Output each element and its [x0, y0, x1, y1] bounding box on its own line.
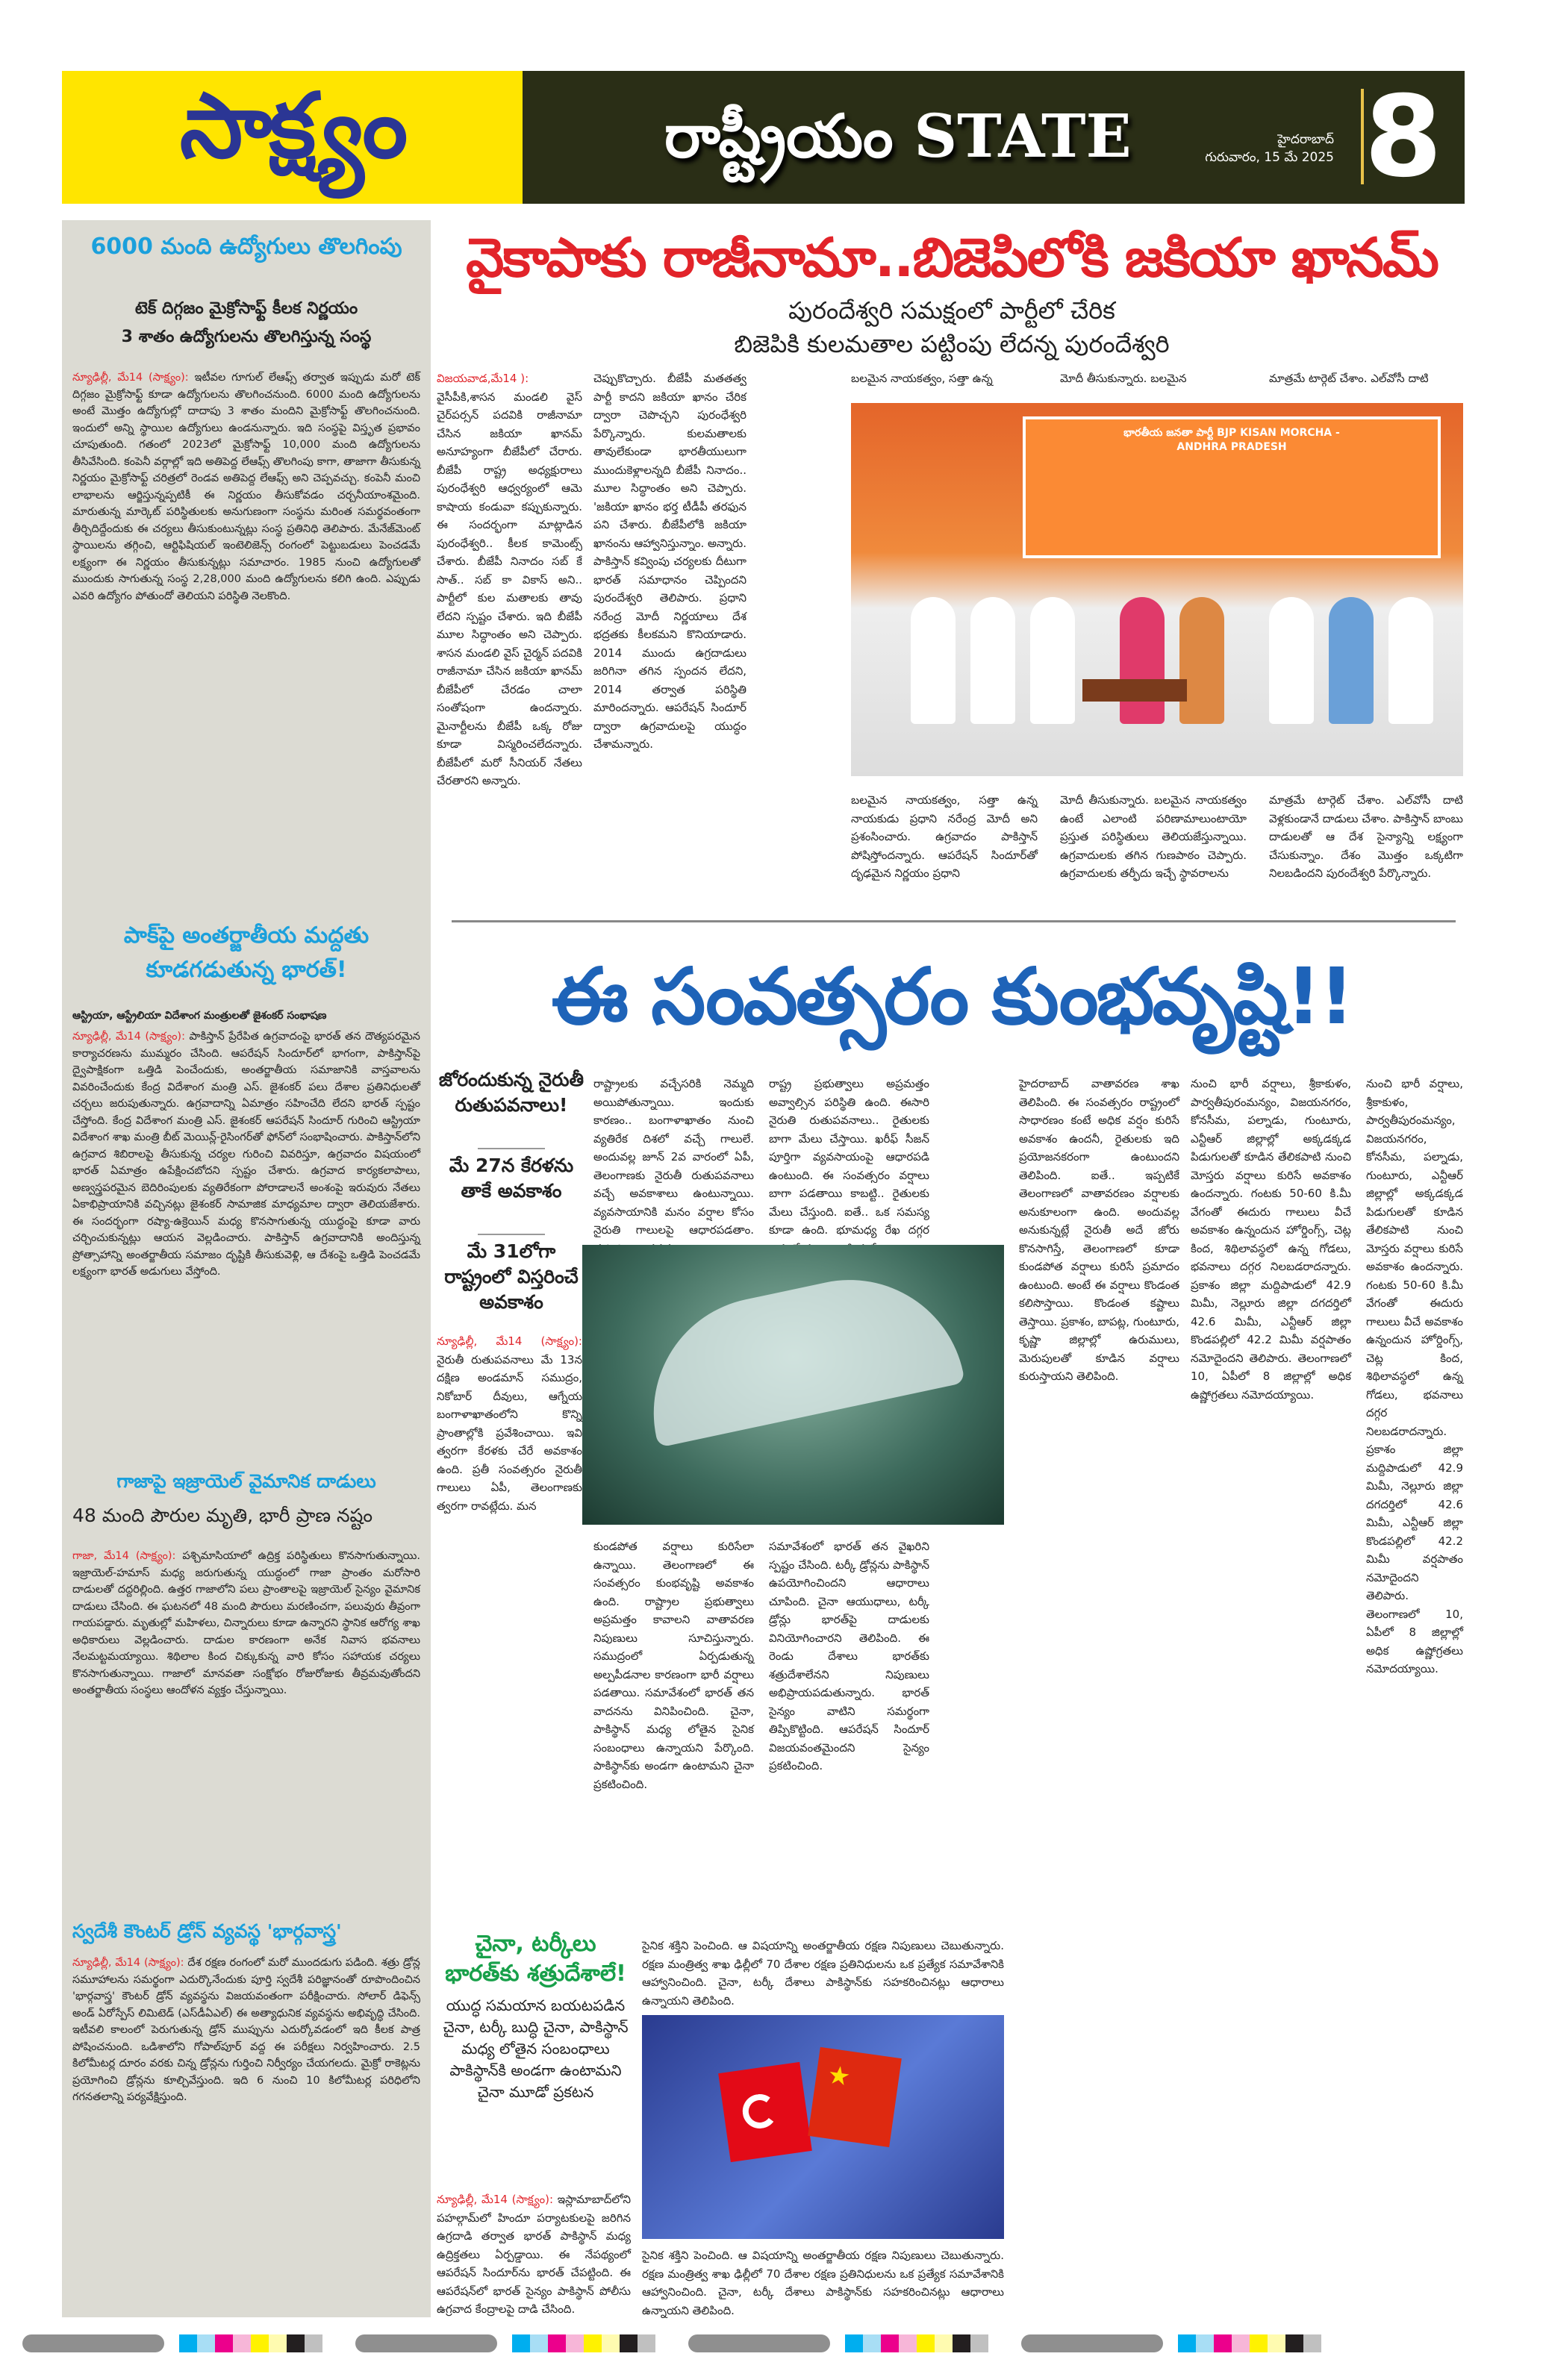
- table: [1082, 679, 1187, 702]
- strip-gap: [655, 2334, 688, 2352]
- person-figure: [1329, 597, 1374, 724]
- person-figure: [1388, 597, 1433, 724]
- body-text: దేశ రక్షణ రంగంలో మరో ముందడుగు పడింది. శత్రు డ్రోన్ల సమూహాలను సమర్థంగా ఎదుర్కొనేందుకు పూర్తి స్వదేశీ పరిజ్ఞానంతో రూపొందించిన 'భార్గవాస్త్ర' కౌంటర్ డ్రోన్ వ్యవస్థను విజయవంతంగా పరీక్షించారు. సోలార్ డిఫెన్స్ అండ్ ఏరోస్పేస్ లిమిటెడ్ (ఎస్‌డీఏఎల్) ఈ అత్యాధునిక వ్యవస్థను అభివృద్ధి చేసింది. ఇటీవలి కాలంలో పెరుగుతున్న డ్రోన్ ముప్పును ఎదుర్కోవడంలో ఇది కీలక పాత్ర పోషించనుంది. ఒడిశాలోని గోపాల్‌పూర్ వద్ద ఈ పరీక్షలు నిర్వహించారు. 2.5 కిలోమీటర్ల దూరం వరకు చిన్న డ్రోన్లను గుర్తించి నిర్వీర్యం చేయగలదు. మైక్రో రాకెట్లను ప్రయోగించి డ్రోన్లను కూల్చివేస్తుంది. ఇది 6 నుంచి 10 కిలోమీటర్ల పరిధిలోని గగనతలాన్ని పర్యవేక్షిస్తుంది.: [72, 1957, 420, 2103]
- strip-gap: [1321, 2334, 1354, 2352]
- story-heading: 6000 మంది ఉద్యోగులు తొలగింపు: [90, 234, 402, 260]
- story-subhead: ఆస్ట్రియా, ఆస్ట్రేలియా విదేశాంగ మంత్రులతో జైశంకర్ సంభాషణ: [72, 1010, 327, 1022]
- strip-color-patch: [863, 2334, 881, 2352]
- strip-color-patch: [1232, 2334, 1250, 2352]
- china-column: [437, 2190, 631, 2317]
- dateline: గాజా, మే14 (సాక్ష్యం):: [72, 1550, 176, 1562]
- body-text: పాకిస్తాన్ ప్రేరేపిత ఉగ్రవాదంపై భారత్ తన దౌత్యపరమైన కార్యాచరణను ముమ్మరం చేసింది. ఆపరేషన్ సిందూర్‌లో భాగంగా, పాకిస్తాన్‌పై ద్వైపాక్షికంగా ఒత్తిడి పెంచేందుకు, అంతర్జాతీయ సమాజానికి వాస్తవాలను వివరించేందుకు కేంద్ర విదేశాంగ మంత్రి ఎస్. జైశంకర్ పలు దేశాల ప్రతినిధులతో చర్చలు జరుపుతున్నారు. ఉగ్రవాదాన్ని ఏమాత్రం సహించేది లేదని భారత్ స్పష్టం చేస్తోంది. కేంద్ర విదేశాంగ మంత్రి ఎస్. జైశంకర్ ఆపరేషన్ సిందూర్ గురించి ఆస్ట్రియా విదేశాంగ శాఖ మంత్రి బీట్ మెయిన్ల్-రైసింగర్‌తో ఫోన్‌లో సంభాషించారు. పాకిస్తాన్‌లోని ఉగ్రవాద శిబిరాలపై తీసుకున్న చర్యల గురించి వివరిస్తూ, ఉగ్రవాదం విషయంలో భారత్ ఏమాత్రం ఉపేక్షించబోదని స్పష్టం చేశారు. ఉగ్రవాద కార్యకలాపాలు, అణ్వస్త్రపరమైన బెదిరింపులకు వ్యతిరేకంగా పోరాడాలనే అంశంపై ఇరువురు నేతలు ఏకాభిప్రాయానికి వచ్చినట్లు జైశంకర్ సామాజిక మాధ్యమాల ద్వారా తెలియజేశారు. ఈ సందర్భంగా రష్యా-ఉక్రెయిన్ మధ్య కొనసాగుతున్న యుద్ధంపై కూడా వారు చర్చించుకున్నట్లు ఆయన వెల్లడించారు. పాకిస్తాన్ ఉగ్రవాదానికి అందిస్తున్న ప్రోత్సాహాన్ని అంతర్జాతీయ సమాజం దృష్టికి తీసుకువెళ్లి, ఆ దేశంపై ఒత్తిడి పెంచడమే లక్ష్యంగా భారత్ అడుగులు వేస్తోంది.: [72, 1031, 420, 1278]
- strip-color-patch: [1268, 2334, 1285, 2352]
- dateline: న్యూఢిల్లీ, మే14 (సాక్ష్యం):: [72, 372, 189, 384]
- lead-column: మోదీ తీసుకున్నారు. బలమైన నాయకత్వం ఉంటే ఎలాంటి పరిణామాలుంటాయో ప్రస్తుత పరిస్థితులు తెలియజేస్తున్నాయి. ఉగ్రవాదులకు తగిన గుణపాఠం చెప్పారు. ఉగ్రవాదులకు తర్ఫీదు ఇచ్చే స్థావరాలను: [1060, 793, 1247, 880]
- monsoon-column: నుంచి భారీ వర్షాలు, శ్రీకాకుళం, పార్వతీపురంమన్యం, విజయనగరం, కోనసీమ, పల్నాడు, గుంటూరు, ఎన్టీఆర్ జిల్లాల్లో అక్కడక్కడ పిడుగులతో కూడిన తేలికపాటి నుంచి మోస్తరు వర్షాలు కురిసే అవకాశం ఉందన్నారు. గంటకు 50-60 కి.మీ వేగంతో ఈదురు గాలులు వీచే అవకాశం ఉన్నందున హోర్డింగ్స్, చెట్ల కింద, శిథిలావస్థలో ఉన్న గోడలు, భవనాలు దగ్గర నిలబడరాదన్నారు. ప్రకాశం జిల్లా మద్దిపాడులో 42.9 మిమీ, నెల్లూరు జిల్లా దగదర్తిలో 42.6 మిమీ, ఎన్టీఆర్ జిల్లా కొండపల్లిలో 42.2 మిమీ వర్షపాతం నమోదైందని తెలిపారు. తెలంగాణలో 10, ఏపీలో 8 జిల్లాల్లో అధిక ఉష్ణోగ్రతలు నమోదయ్యాయి.: [1191, 1077, 1351, 1402]
- strip-color-patch: [1178, 2334, 1196, 2352]
- umbrella-icon: [632, 1258, 965, 1448]
- bjp-joining-photo: [851, 403, 1463, 776]
- lead-subhead: బిజెపికి కులమతాల పట్టింపు లేదన్న పురందేశ్వరి: [734, 330, 1170, 358]
- dateline: న్యూఢిల్లీ, మే14 (సాక్ష్యం):: [72, 1957, 184, 1969]
- strip-color-patch: [1303, 2334, 1321, 2352]
- strip-color-patch: [530, 2334, 548, 2352]
- dateline: న్యూఢిల్లీ, మే14 (సాక్ష్యం):: [72, 1031, 185, 1043]
- divider: [478, 1234, 545, 1235]
- strip-gray-block: [688, 2334, 830, 2352]
- masthead-band: [523, 71, 1465, 204]
- strip-gap: [988, 2334, 1021, 2352]
- person-figure: [1179, 597, 1224, 724]
- story-body: [72, 1955, 420, 2268]
- monsoon-column: రాష్ట్రాలకు వచ్చేసరికి నెమ్మది అయిపోతున్నాయి. ఇందుకు కారణం.. బంగాళాఖాతం నుంచి వ్యతిరేక దిశలో వచ్చే గాలులే. అందువల్ల జూన్ 2వ వారంలో ఏపీ, తెలంగాణకు నైరుతీ రుతుపవనాలు వచ్చే అవకాశాలు ఉంటున్నాయి. వ్యవసాయానికి మనం వర్షాల కోసం నైరుతి గాలులపై ఆధారపడతాం.: [593, 1077, 754, 1237]
- china-flag-icon: ★: [808, 2047, 902, 2147]
- dateline: న్యూఢిల్లీ, మే14 (సాక్ష్యం):: [437, 2193, 554, 2206]
- strip-color-patch: [602, 2334, 620, 2352]
- lead-column-top: మోదీ తీసుకున్నారు. బలమైన: [1060, 372, 1187, 385]
- side-subhead: మే 27న కేరళను తాకే అవకాశం: [449, 1155, 574, 1202]
- turkey-flag-icon: [718, 2062, 812, 2162]
- china-turkey-flags-photo: [642, 2015, 1004, 2239]
- strip-color-patch: [512, 2334, 530, 2352]
- china-column: సైనిక శక్తిని పెంచింది. ఆ విషయాన్ని అంతర్జాతీయ రక్షణ నిపుణులు చెబుతున్నారు. రక్షణ మంత్రిత్వ శాఖ ఢిల్లీలో 70 దేశాల రక్షణ ప్రతినిధులను ఒక ప్రత్యేక సమావేశానికి ఆహ్వానించింది. చైనా, టర్కీ దేశాలు పాకిస్థాన్‌కు సహకరించినట్లు ఆధారాలు ఉన్నాయని తెలిపింది.: [642, 1939, 1004, 2008]
- strip-gap: [322, 2334, 355, 2352]
- monsoon-column: నుంచి భారీ వర్షాలు, శ్రీకాకుళం, పార్వతీపురంమన్యం, విజయనగరం, కోనసీమ, పల్నాడు, గుంటూరు, ఎన్టీఆర్ జిల్లాల్లో అక్కడక్కడ పిడుగులతో కూడిన తేలికపాటి నుంచి మోస్తరు వర్షాలు కురిసే అవకాశం ఉందన్నారు. గంటకు 50-60 కి.మీ వేగంతో ఈదురు గాలులు వీచే అవకాశం ఉన్నందున హోర్డింగ్స్, చెట్ల కింద, శిథిలావస్థలో ఉన్న గోడలు, భవనాలు దగ్గర నిలబడరాదన్నారు. ప్రకాశం జిల్లా మద్దిపాడులో 42.9 మిమీ, నెల్లూరు జిల్లా దగదర్తిలో 42.6 మిమీ, ఎన్టీఆర్ జిల్లా కొండపల్లిలో 42.2 మిమీ వర్షపాతం నమోదైందని తెలిపారు. తెలంగాణలో 10, ఏపీలో 8 జిల్లాల్లో అధిక ఉష్ణోగ్రతలు నమోదయ్యాయి.: [1366, 1077, 1463, 1675]
- lead-headline: వైకాపాకు రాజీనామా..బిజెపిలోకి జకియా ఖానమ్: [466, 226, 1438, 289]
- divider: [1361, 89, 1364, 184]
- dateline: న్యూఢిల్లీ, మే14 (సాక్ష్యం):: [437, 1334, 582, 1348]
- strip-color-patch: [548, 2334, 566, 2352]
- story-heading: స్వదేశీ కౌంటర్ డ్రోన్ వ్యవస్థ 'భార్గవాస్త్ర': [72, 1920, 342, 1942]
- body-text: ఇస్లామాబాద్‌లోని పహల్గామ్‌లో హిందూ పర్యాటకులపై జరిగిన ఉగ్రదాడి తర్వాత భారత్ పాకిస్థాన్ మధ్య ఉద్రిక్తతలు ఏర్పడ్డాయి. ఈ నేపథ్యంలో ఆపరేషన్ సిందూర్‌ను భారత్ చేపట్టింది. ఈ ఆపరేషన్‌లో భారత్ సైన్యం పాకిస్థాన్ పోలీసు ఉగ్రవాద కేంద్రాలపై దాడి చేసింది.: [437, 2193, 631, 2316]
- edition-info: [1205, 131, 1334, 166]
- story-heading: గాజాపై ఇజ్రాయెల్ వైమానిక దాడులు: [116, 1470, 376, 1492]
- person-figure: [970, 597, 1015, 724]
- strip-color-patch: [1196, 2334, 1214, 2352]
- strip-color-patch: [215, 2334, 233, 2352]
- lead-column: [437, 369, 582, 903]
- person-figure: [1030, 597, 1075, 724]
- body-text: వైసీపీకి,శాసన మండలి వైస్ చైర్‌పర్సన్ పదవికి రాజీనామా చేసిన జకియా ఖానమ్ అనూహ్యంగా బీజేపీలో చేరారు. బీజేపీ రాష్ట్ర అధ్యక్షురాలు పురంధేశ్వరి ఆధ్వర్యంలో ఆమె కాషాయ కండువా కప్పుకున్నారు. ఈ సందర్భంగా మాట్లాడిన పురంధేశ్వరి.. కీలక కామెంట్స్ చేశారు. బీజేపీ నినాదం సబ్ కే సాత్.. సబ్ కా వికాస్ అని.. పార్టీలో కుల మతాలకు తావు లేదని స్పష్టం చేశారు. ఇది బీజేపీ మూల సిద్ధాంతం అని చెప్పారు. శాసన మండలి వైస్ చైర్మన్ పదవికి రాజీనామా చేసిన జకియా ఖానమ్ బీజేపీలో చేరడం చాలా సంతోషంగా ఉందన్నారు. మైనార్టీలను బీజేపీ ఒక్క రోజు కూడా విస్మరించలేదన్నారు. బీజేపీలో మరో సీనియర్ నేతలు చేరతారని అన్నారు.: [437, 390, 582, 787]
- divider: [478, 1148, 545, 1149]
- strip-color-patch: [584, 2334, 602, 2352]
- lead-column-top: బలమైన నాయకత్వం, సత్తా ఉన్న: [851, 372, 993, 385]
- china-subhead: యుద్ధ సమయాన బయటపడిన చైనా, టర్కీ బుద్ధి చైనా, పాకిస్థాన్ మధ్య లోతైన సంబంధాలు పాకిస్థాన్‌కి అండగా ఉంటామని చైనా మూడో ప్రకటన: [443, 1996, 629, 2101]
- body-text: ఇటీవల గూగుల్ లేఆఫ్స్ తర్వాత ఇప్పుడు మరో టెక్ దిగ్గజం మైక్రోసాఫ్ట్ కూడా ఉద్యోగులను తొలగించనుంది. 6000 మంది ఉద్యోగులను అంటే మొత్తం ఉద్యోగుల్లో దాదాపు 3 శాతం మందిని మైక్రోసాఫ్ట్ తొలగించనుంది. ఇందులో అన్ని స్థాయిల ఉద్యోగులు ఉండనున్నారు. ఇది సంస్థపై విస్తృత ప్రభావం చూపుతుంది. గతంలో 2023లో మైక్రోసాఫ్ట్ 10,000 మంది ఉద్యోగులను తీసివేసింది. కంపెనీ వర్గాల్లో ఇది అతిపెద్ద లేఆఫ్స్ తొలగింపు కాగా, తాజాగా తీసుకున్న నిర్ణయం మైక్రోసాఫ్ట్ చరిత్రలో రెండవ అతిపెద్ద లేఆఫ్స్ అని చెప్పవచ్చు. కంపెనీ మంచి లాభాలను ఆర్జిస్తున్నప్పటికీ ఈ నిర్ణయం తీసుకోవడం చర్చనీయాంశమైంది. మారుతున్న మార్కెట్ పరిస్థితులకు అనుగుణంగా సంస్థను మరింత సమర్థవంతంగా తీర్చిదిద్దేందుకు ఈ చర్యలు తీసుకుంటున్నట్లు సంస్థ ప్రతినిధి తెలిపారు. మేనేజ్‌మెంట్ స్థాయిలను తగ్గించి, ఆర్టిఫిషియల్ ఇంటెలిజెన్స్ రంగంలో పెట్టుబడులు పెంచడమే లక్ష్యంగా ఈ నిర్ణయం తీసుకున్నట్లు సమాచారం. 1985 నుంచి ఉద్యోగులతో ముందుకు సాగుతున్న సంస్థ 2,28,000 మంది ఉద్యోగులను కలిగి ఉంది. ఎప్పుడు ఎవరి ఉద్యోగం పోతుందో తెలియని పరిస్థితి నెలకొంది.: [72, 372, 420, 602]
- body-text: నైరుతీ రుతుపవనాలు మే 13న దక్షిణ అండమాన్ సముద్రం, నికోబార్ దీవులు, ఆగ్నేయ బంగాళాఖాతంలోని కొన్ని ప్రాంతాల్లోకి ప్రవేశించాయి. ఇవి త్వరగా కేరళకు చేరే అవకాశం ఉంది. ప్రతీ సంవత్సరం నైరుతీ గాలులు ఏపీ, తెలంగాణకు త్వరగా రావట్లేదు. మన: [437, 1352, 582, 1513]
- monsoon-column: రాష్ట్ర ప్రభుత్వాలు అప్రమత్తం అవ్వాల్సిన పరిస్థితి ఉంది. ఈసారి నైరుతి రుతుపవనాలు.. రైతులకు బాగా మేలు చేస్తాయి. ఖరీఫ్ సీజన్ పూర్తిగా వ్యవసాయంపై ఆధారపడి ఉంటుంది. ఈ సంవత్సరం వర్షాలు బాగా పడతాయి కాబట్టి.. రైతులకు మేలు చేస్తుంది. ఐతే.. ఒక సమస్య కూడా ఉంది. భూమధ్య రేఖ దగ్గర: [769, 1077, 929, 1237]
- story-body: [72, 1548, 420, 1910]
- masthead-logo: [62, 71, 523, 204]
- section-title: రాష్ట్రీయం STATE: [664, 101, 1132, 171]
- china-column: సైనిక శక్తిని పెంచింది. ఆ విషయాన్ని అంతర్జాతీయ రక్షణ నిపుణులు చెబుతున్నారు. రక్షణ మంత్రిత్వ శాఖ ఢిల్లీలో 70 దేశాల రక్షణ ప్రతినిధులను ఒక ప్రత్యేక సమావేశానికి ఆహ్వానించింది. చైనా, టర్కీ దేశాలు పాకిస్థాన్‌కు సహకరించినట్లు ఆధారాలు ఉన్నాయని తెలిపింది.: [642, 2249, 1004, 2317]
- strip-color-patch: [881, 2334, 899, 2352]
- page-number: 8: [1364, 72, 1442, 202]
- side-subhead: జోరందుకున్న నైరుతీ రుతుపవనాలు!: [438, 1069, 585, 1116]
- strip-color-patch: [1214, 2334, 1232, 2352]
- strip-color-patch: [899, 2334, 917, 2352]
- lead-column: చెప్పుకొచ్చారు. బీజేపీ మతతత్వ పార్టీ కాదని జకియా ఖానం చేరిక ద్వారా చెపొచ్చని పురంధేశ్వరి పేర్కొన్నారు. కులమతాలకు తావులేకుండా భారతీయులుగా ముందుకెళ్లాలన్నది బీజేపీ నినాదం.. మూల సిద్ధాంతం అని చెప్పారు. 'జకియా ఖానం భర్త టీడీపీ తరఫున పని చేశారు. బీజేపీలోకి జకియా ఖానంను ఆహ్వానిస్తున్నాం. అన్నారు. పాకిస్తాన్ కవ్వింపు చర్యలకు దీటుగా భారత్ సమాధానం చెప్పిందని పురందేశ్వరి తెలిపారు. ప్రధాని నరేంద్ర మోదీ నిర్ణయాలు దేశ భద్రతకు కీలకమని కొనియాడారు. 2014 ముందు ఉగ్రదాడులు జరిగినా తగిన స్పందన లేదని, 2014 తర్వాత పరిస్థితి మారిందన్నారు. ఆపరేషన్ సిందూర్ ద్వారా ఉగ్రవాదులపై యుద్ధం చేశామన్నారు.: [593, 372, 746, 751]
- person-figure: [1120, 597, 1165, 724]
- photo-banner: భారతీయ జనతా పార్టీ BJP KISAN MORCHA - ANDHRA PRADESH: [1023, 416, 1441, 558]
- lead-column: మాత్రమే టార్గెట్ చేశాం. ఎల్‌వోసీ దాటి వెళ్లకుండానే దాడులు చేశాం. పాకిస్తాన్ బాంబు దాడులతో ఆ దేశ సైన్యాన్ని లక్ష్యంగా చేసుకున్నాం. దేశం మొత్తం ఒక్కటిగా నిలబడిందని పురందేశ్వరి పేర్కొన్నారు.: [1269, 793, 1463, 880]
- strip-color-patch: [251, 2334, 269, 2352]
- strip-color-patch: [638, 2334, 655, 2352]
- side-subhead: మే 31లోగా రాష్ట్రంలో విస్తరించే అవకాశం: [444, 1240, 579, 1313]
- story-subhead: టెక్ దిగ్గజం మైక్రోసాఫ్ట్ కీలక నిర్ణయం: [134, 299, 358, 318]
- story-body: [72, 1028, 420, 1461]
- strip-color-patch: [935, 2334, 953, 2352]
- strip-color-patch: [305, 2334, 322, 2352]
- china-column: కుండపోత వర్షాలు కురిసేలా ఉన్నాయి. తెలంగాణలో ఈ సంవత్సరం కుంభవృష్టి అవకాశం ఉంది. రాష్ట్రాల ప్రభుత్వాలు అప్రమత్తం కావాలని వాతావరణ నిపుణులు సూచిస్తున్నారు. సముద్రంలో ఏర్పడుతున్న అల్పపీడనాల కారణంగా భారీ వర్షాలు పడతాయి. సమావేశంలో భారత్ తన వాదనను వినిపించింది. చైనా, పాకిస్థాన్ మధ్య లోతైన సైనిక సంబంధాలు ఉన్నాయని పేర్కొంది. పాకిస్థాన్‌కు అండగా ఉంటామని చైనా ప్రకటించింది.: [593, 1540, 754, 1791]
- print-color-strip: [22, 2334, 1523, 2352]
- monsoon-column: హైదరాబాద్ వాతావరణ శాఖ తెలిపింది. ఈ సంవత్సరం రాష్ట్రంలో సాధారణం కంటే అధిక వర్షం కురిసే అవకాశం ఉందనీ, రైతులకు ఇది ప్రయోజనకరంగా ఉంటుందని తెలిపింది. ఐతే.. ఇప్పటికే తెలంగాణలో వాతావరణం వర్షాలకు అనుకూలంగా ఉంది. అందువల్ల అనుకున్నట్లే నైరుతీ అదే జోరు కొనసాగిస్తే, తెలంగాణలో కూడా కుండపోత వర్షాలు కురిసే ప్రమాదం ఉంటుంది. అంటే ఈ వర్షాలు కొండంత కలిసొస్తాయి. కొండంత కష్టాలు తెస్తాయి. ప్రకాశం, బాపట్ల, గుంటూరు, కృష్ణా జిల్లాల్లో ఉరుములు, మెరుపులతో కూడిన వర్షాలు కురుస్తాయని తెలిపింది.: [1019, 1077, 1179, 1383]
- section-divider: [452, 920, 1456, 922]
- left-column: [62, 220, 431, 2317]
- lead-column: బలమైన నాయకత్వం, సత్తా ఉన్న నాయకుడు ప్రధాని నరేంద్ర మోదీ అని ప్రశంసించారు. ఉగ్రవాదం పాకిస్తాన్ పోషిస్తోందన్నారు. ఆపరేషన్ సిందూర్‌తో దృఢమైన నిర్ణయం ప్రధాని: [851, 793, 1038, 880]
- strip-color-patch: [953, 2334, 970, 2352]
- china-headline: చైనా, టర్కీలు భారత్‌కు శత్రుదేశాలే!: [445, 1931, 626, 1987]
- strip-color-patch: [917, 2334, 935, 2352]
- story-subhead: 3 శాతం ఉద్యోగులను తొలగిస్తున్న సంస్థ: [121, 328, 372, 346]
- body-text: పశ్చిమాసియాలో ఉద్రిక్త పరిస్థితులు కొనసాగుతున్నాయి. ఇజ్రాయెల్-హమాస్ మధ్య జరుగుతున్న యుద్ధంలో గాజా ప్రాంతం మరోసారి దాడులతో దద్దరిల్లింది. ఉత్తర గాజాలోని పలు ప్రాంతాలపై ఇజ్రాయెల్ సైన్యం వైమానిక దాడులు చేసింది. ఈ ఘటనలో 48 మంది పౌరులు మరణించగా, పలువురు తీవ్రంగా గాయపడ్డారు. మృతుల్లో మహిళలు, చిన్నారులు కూడా ఉన్నారని స్థానిక ఆరోగ్య శాఖ అధికారులు వెల్లడించారు. దాడుల కారణంగా అనేక నివాస భవనాలు నేలమట్టమయ్యాయి. శిథిలాల కింద చిక్కుకున్న వారి కోసం సహాయక చర్యలు కొనసాగుతున్నాయి. గాజాలో మానవతా సంక్షోభం రోజురోజుకు తీవ్రమవుతోందని అంతర్జాతీయ సంస్థలు ఆందోళన వ్యక్తం చేస్తున్నాయి.: [72, 1550, 421, 1696]
- strip-gray-block: [22, 2334, 164, 2352]
- strip-gray-block: [355, 2334, 497, 2352]
- rain-umbrella-photo: [582, 1245, 1004, 1525]
- strip-color-patch: [197, 2334, 215, 2352]
- strip-color-patch: [233, 2334, 251, 2352]
- strip-color-patch: [179, 2334, 197, 2352]
- strip-color-patch: [1285, 2334, 1303, 2352]
- story-heading: పాక్‌పై అంతర్జాతీయ మద్దతు కూడగడుతున్న భారత్!: [123, 922, 370, 983]
- person-figure: [911, 597, 956, 724]
- strip-color-patch: [566, 2334, 584, 2352]
- lead-column-top: మాత్రమే టార్గెట్ చేశాం. ఎల్‌వోసీ దాటి: [1269, 372, 1429, 385]
- strip-color-patch: [269, 2334, 287, 2352]
- dateline: విజయవాడ,మే14 ):: [437, 372, 529, 385]
- person-figure: [1269, 597, 1314, 724]
- lead-subhead: పురందేశ్వరి సమక్షంలో పార్టీలో చేరిక: [788, 296, 1115, 325]
- china-column: సమావేశంలో భారత్ తన వైఖరిని స్పష్టం చేసింది. టర్కీ డ్రోన్లను పాకిస్థాన్ ఉపయోగించిందని ఆధారాలు చూపింది. చైనా ఆయుధాలు, టర్కీ డ్రోన్లు భారత్‌పై దాడులకు వినియోగించారని తెలిపింది. ఈ రెండు దేశాలు భారత్‌కు శత్రుదేశాలేనని నిపుణులు అభిప్రాయపడుతున్నారు. భారత్ సైన్యం వాటిని సమర్థంగా తిప్పికొట్టింది. ఆపరేషన్ సిందూర్ విజయవంతమైందని సైన్యం ప్రకటించింది.: [769, 1540, 929, 1772]
- strip-gray-block: [1021, 2334, 1163, 2352]
- story-body: [72, 369, 420, 907]
- strip-color-patch: [1250, 2334, 1268, 2352]
- strip-color-patch: [845, 2334, 863, 2352]
- story-subhead: 48 మంది పౌరుల మృతి, భారీ ప్రాణ నష్టం: [72, 1505, 372, 1526]
- strip-color-patch: [620, 2334, 638, 2352]
- edition-city: హైదరాబాద్: [1277, 132, 1334, 147]
- monsoon-column: [437, 1332, 582, 1918]
- logo-text: సాక్ష్యం: [179, 75, 405, 178]
- strip-color-patch: [970, 2334, 988, 2352]
- china-turkey-box: [437, 1929, 635, 2103]
- monsoon-headline: ఈ సంవత్సరం కుంభవృష్టి!!: [551, 951, 1353, 1042]
- edition-date: గురువారం, 15 మే 2025: [1205, 150, 1334, 165]
- strip-color-patch: [287, 2334, 305, 2352]
